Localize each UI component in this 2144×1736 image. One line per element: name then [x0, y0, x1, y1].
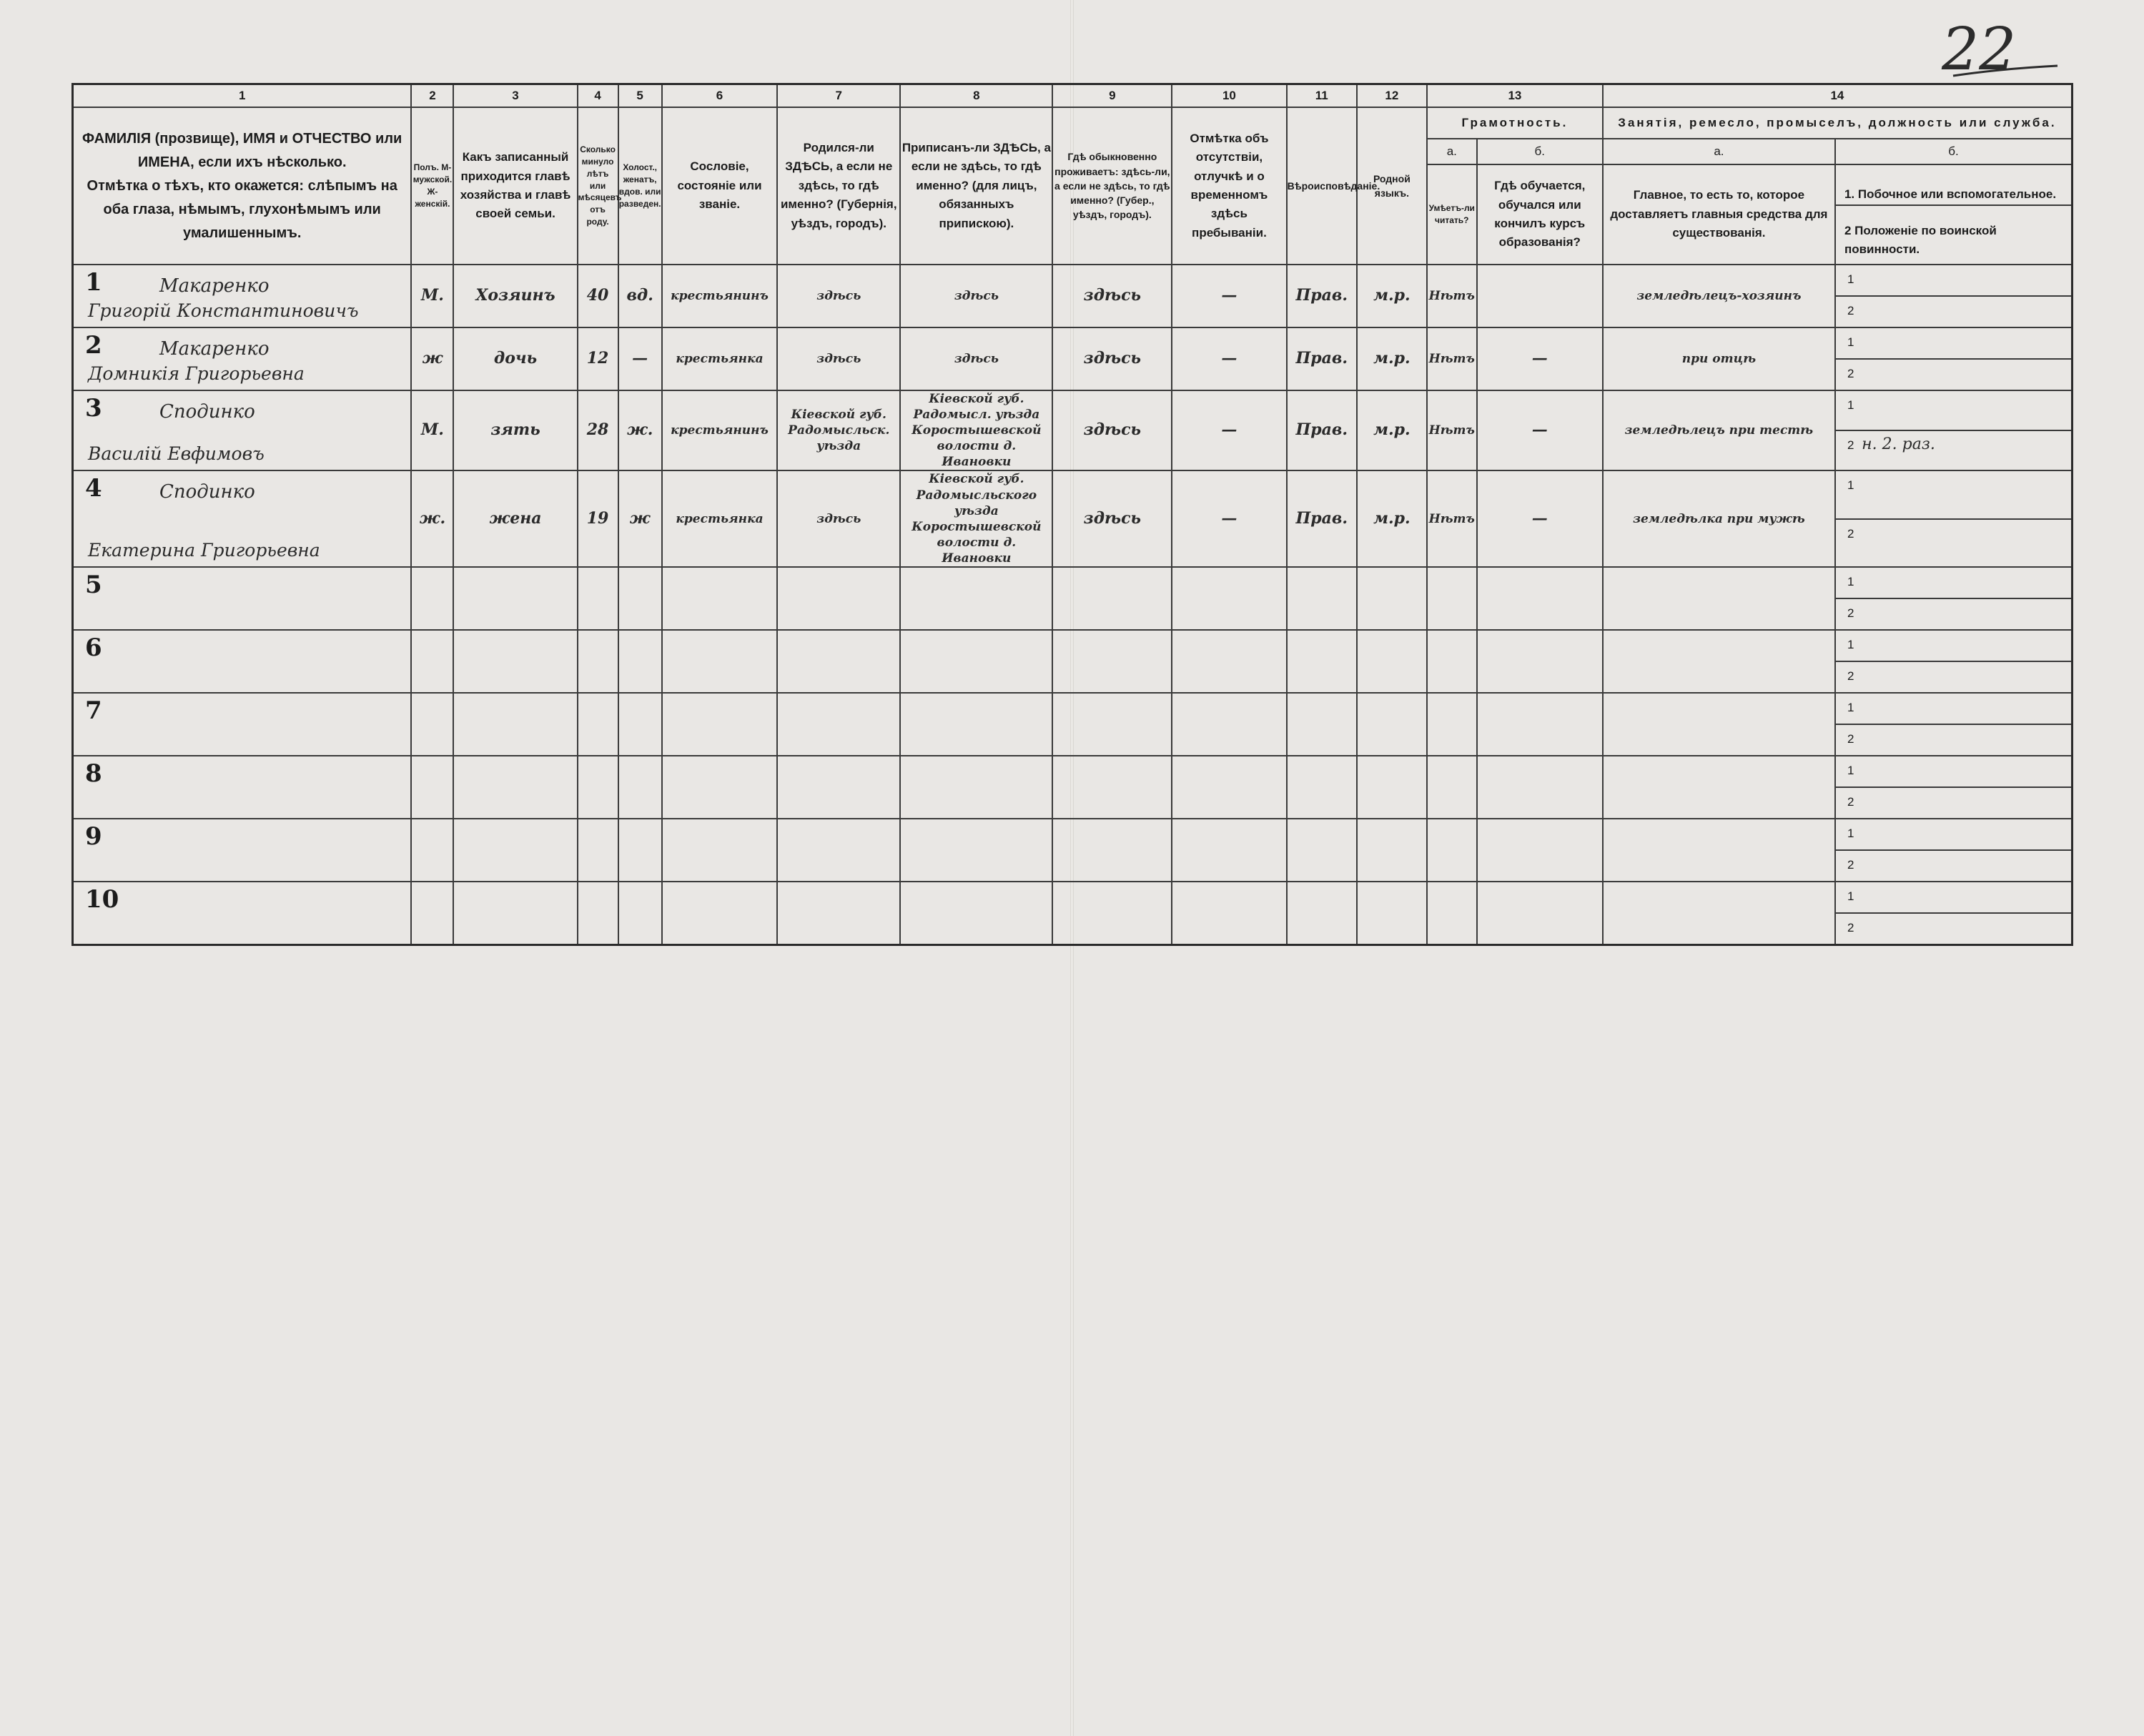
relation-cell: зять: [453, 390, 577, 470]
age-cell: [578, 756, 618, 819]
colnum-11: 11: [1287, 84, 1357, 108]
sideline-index: 1: [1847, 398, 1854, 412]
name-cell: [73, 567, 412, 630]
estate-cell: [662, 630, 777, 693]
sex-cell: М.: [411, 265, 453, 327]
census-table: [71, 83, 2073, 946]
military-value: [1854, 301, 1861, 319]
header-col13: Грамотность.: [1427, 107, 1603, 139]
census-row-3: [73, 390, 2073, 470]
sideline-line: [1836, 328, 2071, 360]
sideline-line: [1836, 391, 2071, 431]
sex-cell: [411, 693, 453, 756]
registered-cell: здѣсь: [900, 327, 1052, 390]
header-col13a-label: а.: [1427, 139, 1477, 164]
surname: Макаренко: [159, 338, 270, 360]
name-cell: [73, 327, 412, 390]
colnum-6: 6: [662, 84, 777, 108]
reads-cell: [1427, 819, 1477, 882]
age-cell: 19: [578, 470, 618, 567]
header-col12: Родной языкъ.: [1357, 107, 1427, 265]
marital-cell: ж.: [618, 390, 662, 470]
military-index: 2: [1847, 526, 1854, 541]
marital-cell: вд.: [618, 265, 662, 327]
census-row-9: [73, 819, 2073, 882]
registered-cell: Кіевской губ. Радомысльского уѣзда Коростышевской волости д. Ивановки: [900, 470, 1052, 567]
page-number-underline: [1952, 64, 2059, 79]
secondary-cell: [1835, 265, 2073, 327]
school-cell: [1477, 882, 1603, 945]
colnum-3: 3: [453, 84, 577, 108]
row-number: 2: [85, 331, 102, 360]
marital-cell: [618, 756, 662, 819]
language-cell: м.р.: [1357, 470, 1427, 567]
sex-cell: [411, 819, 453, 882]
occupation-cell: [1603, 693, 1835, 756]
age-cell: [578, 882, 618, 945]
relation-cell: [453, 819, 577, 882]
occupation-cell: земледѣлка при мужѣ: [1603, 470, 1835, 567]
header-col1: [73, 107, 412, 265]
sideline-index: 1: [1847, 701, 1854, 715]
marital-cell: [618, 567, 662, 630]
occupation-cell: [1603, 756, 1835, 819]
military-index: 2: [1847, 732, 1854, 746]
resides-cell: [1052, 693, 1172, 756]
sideline-line: [1836, 471, 2071, 519]
military-index: 2: [1847, 858, 1854, 872]
military-index: 2: [1847, 921, 1854, 935]
absence-cell: [1172, 567, 1286, 630]
born-cell: [777, 756, 900, 819]
marital-cell: [618, 882, 662, 945]
age-cell: 12: [578, 327, 618, 390]
military-line: [1836, 599, 2071, 629]
census-row-10: [73, 882, 2073, 945]
secondary-cell: [1835, 390, 2073, 470]
relation-cell: [453, 630, 577, 693]
row-number: 3: [85, 394, 102, 423]
military-index: 2: [1847, 606, 1854, 621]
header-col14b-2: 2 Положеніе по воинской повинности.: [1844, 223, 1997, 257]
sex-cell: ж: [411, 327, 453, 390]
religion-cell: [1287, 567, 1357, 630]
religion-cell: [1287, 819, 1357, 882]
language-cell: м.р.: [1357, 390, 1427, 470]
sideline-value: [1854, 887, 1861, 904]
header-col7: Родился-ли ЗДѢСЬ, а если не здѣсь, то гдѣ именно? (Губернія, уѣздъ, городъ).: [777, 107, 900, 265]
reads-cell: [1427, 693, 1477, 756]
census-row-8: [73, 756, 2073, 819]
age-cell: [578, 567, 618, 630]
name-cell: [73, 819, 412, 882]
language-cell: [1357, 630, 1427, 693]
marital-cell: [618, 630, 662, 693]
header-col9: Гдѣ обыкновенно проживаетъ: здѣсь-ли, а если не здѣсь, то гдѣ именно? (Губер., уѣздъ, городъ).: [1052, 107, 1172, 265]
secondary-cell: [1835, 327, 2073, 390]
marital-cell: —: [618, 327, 662, 390]
military-index: 2: [1847, 304, 1854, 317]
school-cell: [1477, 567, 1603, 630]
born-cell: [777, 693, 900, 756]
name-cell: [73, 470, 412, 567]
colnum-13: 13: [1427, 84, 1603, 108]
religion-cell: Прав.: [1287, 265, 1357, 327]
occupation-cell: [1603, 567, 1835, 630]
relation-cell: дочь: [453, 327, 577, 390]
header-col10: Отмѣтка объ отсутствіи, отлучкѣ и о временномъ здѣсь пребываніи.: [1172, 107, 1286, 265]
given-name: Екатерина Григорьевна: [88, 540, 320, 561]
header-col5: Холост., женатъ, вдов. или разведен.: [618, 107, 662, 265]
school-cell: —: [1477, 327, 1603, 390]
sideline-index: 1: [1847, 764, 1854, 778]
resides-cell: здѣсь: [1052, 265, 1172, 327]
school-cell: [1477, 819, 1603, 882]
header-col11: Вѣроисповѣданіе.: [1287, 107, 1357, 265]
school-cell: [1477, 630, 1603, 693]
header-col1-note: Отмѣтка о тѣхъ, кто окажется: слѣпымъ на оба глаза, нѣмымъ, глухонѣмымъ или умалишеннымъ.: [87, 177, 397, 241]
military-line: [1836, 662, 2071, 692]
sex-cell: [411, 567, 453, 630]
colnum-12: 12: [1357, 84, 1427, 108]
colnum-7: 7: [777, 84, 900, 108]
absence-cell: —: [1172, 327, 1286, 390]
born-cell: [777, 882, 900, 945]
sex-cell: [411, 630, 453, 693]
relation-cell: Хозяинъ: [453, 265, 577, 327]
language-cell: м.р.: [1357, 265, 1427, 327]
header-col14b-1: 1. Побочное или вспомогательное.: [1836, 169, 2071, 205]
estate-cell: крестьянка: [662, 470, 777, 567]
colnum-5: 5: [618, 84, 662, 108]
reads-cell: [1427, 630, 1477, 693]
relation-cell: [453, 693, 577, 756]
header-col14a: Главное, то есть то, которое доставляетъ главныя средства для существованія.: [1603, 164, 1835, 265]
row-number: 8: [85, 759, 102, 789]
marital-cell: [618, 819, 662, 882]
estate-cell: [662, 756, 777, 819]
language-cell: [1357, 882, 1427, 945]
name-cell: [73, 693, 412, 756]
sideline-line: [1836, 694, 2071, 725]
given-name: Василій Евфимовъ: [88, 443, 265, 465]
occupation-cell: [1603, 630, 1835, 693]
born-cell: Кіевской губ. Радомысльск. уѣзда: [777, 390, 900, 470]
military-value: [1854, 364, 1861, 382]
secondary-cell: [1835, 819, 2073, 882]
sideline-index: 1: [1847, 638, 1854, 652]
absence-cell: —: [1172, 265, 1286, 327]
sideline-index: 1: [1847, 889, 1854, 904]
sideline-index: 1: [1847, 478, 1854, 493]
census-body: [73, 265, 2073, 945]
registered-cell: [900, 567, 1052, 630]
resides-cell: [1052, 819, 1172, 882]
resides-cell: [1052, 567, 1172, 630]
military-index: 2: [1847, 367, 1854, 380]
age-cell: 28: [578, 390, 618, 470]
header-col14: Занятія, ремесло, промыселъ, должность или служба.: [1603, 107, 2073, 139]
school-cell: —: [1477, 470, 1603, 567]
sex-cell: [411, 882, 453, 945]
header-row-1: [73, 107, 2073, 139]
header-col13b-label: б.: [1477, 139, 1603, 164]
military-value: [1854, 666, 1861, 684]
page-number: 22: [1942, 16, 2017, 84]
military-value: [1854, 729, 1861, 747]
estate-cell: крестьянка: [662, 327, 777, 390]
registered-cell: здѣсь: [900, 265, 1052, 327]
sideline-index: 1: [1847, 272, 1854, 286]
name-cell: [73, 390, 412, 470]
language-cell: [1357, 567, 1427, 630]
sideline-line: [1836, 882, 2071, 914]
census-row-2: [73, 327, 2073, 390]
religion-cell: [1287, 693, 1357, 756]
sideline-value: [1854, 698, 1861, 716]
school-cell: [1477, 693, 1603, 756]
military-index: 2: [1847, 795, 1854, 809]
sex-cell: ж.: [411, 470, 453, 567]
colnum-10: 10: [1172, 84, 1286, 108]
school-cell: [1477, 265, 1603, 327]
absence-cell: [1172, 756, 1286, 819]
colnum-2: 2: [411, 84, 453, 108]
military-line: [1836, 788, 2071, 818]
colnum-9: 9: [1052, 84, 1172, 108]
row-number: 4: [85, 474, 102, 503]
given-name: Домникія Григорьевна: [88, 363, 305, 384]
reads-cell: Нѣтъ: [1427, 265, 1477, 327]
header-col13a: Умѣетъ-ли читать?: [1427, 164, 1477, 265]
sideline-line: [1836, 568, 2071, 599]
secondary-cell: [1835, 882, 2073, 945]
sideline-line: [1836, 756, 2071, 788]
registered-cell: [900, 819, 1052, 882]
estate-cell: крестьянинъ: [662, 390, 777, 470]
estate-cell: [662, 819, 777, 882]
sideline-index: 1: [1847, 827, 1854, 841]
census-row-1: [73, 265, 2073, 327]
header-col4: Сколько минуло лѣтъ или мѣсяцевъ отъ роду.: [578, 107, 618, 265]
military-line: [1836, 520, 2071, 566]
sideline-index: 1: [1847, 575, 1854, 589]
estate-cell: [662, 567, 777, 630]
military-line: [1836, 360, 2071, 390]
sideline-value: [1854, 824, 1861, 842]
military-index: 2: [1847, 438, 1854, 453]
estate-cell: [662, 882, 777, 945]
secondary-cell: [1835, 567, 2073, 630]
age-cell: 40: [578, 265, 618, 327]
header-col6: Сословіе, состояніе или званіе.: [662, 107, 777, 265]
sideline-index: 1: [1847, 335, 1854, 349]
header-col14a-label: а.: [1603, 139, 1835, 164]
reads-cell: [1427, 567, 1477, 630]
row-number: 9: [85, 822, 102, 852]
marital-cell: ж: [618, 470, 662, 567]
colnum-14: 14: [1603, 84, 2073, 108]
relation-cell: жена: [453, 470, 577, 567]
military-value: [1854, 603, 1861, 621]
religion-cell: [1287, 630, 1357, 693]
registered-cell: Кіевской губ. Радомысл. уѣзда Коростышевской волости д. Ивановки: [900, 390, 1052, 470]
secondary-cell: [1835, 756, 2073, 819]
surname: Сподинко: [159, 481, 255, 503]
military-value: [1854, 918, 1861, 936]
military-line: [1836, 914, 2071, 944]
resides-cell: здѣсь: [1052, 390, 1172, 470]
colnum-4: 4: [578, 84, 618, 108]
secondary-cell: [1835, 693, 2073, 756]
column-number-row: [73, 84, 2073, 108]
name-cell: [73, 756, 412, 819]
census-row-5: [73, 567, 2073, 630]
language-cell: [1357, 819, 1427, 882]
census-row-6: [73, 630, 2073, 693]
sideline-value: [1854, 332, 1861, 350]
resides-cell: [1052, 756, 1172, 819]
military-value: [1854, 524, 1861, 542]
religion-cell: Прав.: [1287, 390, 1357, 470]
sex-cell: [411, 756, 453, 819]
registered-cell: [900, 693, 1052, 756]
sideline-value: [1854, 395, 1861, 413]
colnum-8: 8: [900, 84, 1052, 108]
age-cell: [578, 819, 618, 882]
absence-cell: [1172, 882, 1286, 945]
name-cell: [73, 265, 412, 327]
registered-cell: [900, 882, 1052, 945]
religion-cell: Прав.: [1287, 327, 1357, 390]
header-col1-title: ФАМИЛІЯ (прозвище), ИМЯ и ОТЧЕСТВО или ИМЕНА, если ихъ нѣсколько.: [82, 130, 402, 170]
military-line: [1836, 297, 2071, 327]
sideline-value: [1854, 761, 1861, 779]
born-cell: здѣсь: [777, 470, 900, 567]
name-cell: [73, 882, 412, 945]
reads-cell: Нѣтъ: [1427, 390, 1477, 470]
header-col14b: [1835, 164, 2073, 265]
military-value: [1854, 855, 1861, 873]
row-number: 5: [85, 571, 102, 600]
born-cell: [777, 630, 900, 693]
given-name: Григорій Константиновичъ: [88, 300, 359, 321]
sideline-line: [1836, 819, 2071, 851]
sideline-line: [1836, 631, 2071, 662]
relation-cell: [453, 882, 577, 945]
military-line: [1836, 725, 2071, 755]
header-col13b: Гдѣ обучается, обучался или кончилъ курсъ образованія?: [1477, 164, 1603, 265]
resides-cell: здѣсь: [1052, 327, 1172, 390]
sideline-value: [1854, 270, 1861, 287]
row-number: 10: [85, 885, 119, 914]
absence-cell: —: [1172, 390, 1286, 470]
language-cell: [1357, 756, 1427, 819]
relation-cell: [453, 756, 577, 819]
reads-cell: Нѣтъ: [1427, 327, 1477, 390]
header-col8: Приписанъ-ли ЗДѢСЬ, а если не здѣсь, то гдѣ именно? (для лицъ, обязанныхъ припискою).: [900, 107, 1052, 265]
relation-cell: [453, 567, 577, 630]
secondary-cell: [1835, 630, 2073, 693]
registered-cell: [900, 630, 1052, 693]
census-row-4: [73, 470, 2073, 567]
header-col3: Какъ записанный приходится главѣ хозяйства и главѣ своей семьи.: [453, 107, 577, 265]
born-cell: [777, 819, 900, 882]
reads-cell: [1427, 882, 1477, 945]
estate-cell: крестьянинъ: [662, 265, 777, 327]
row-number: 7: [85, 696, 102, 726]
religion-cell: [1287, 882, 1357, 945]
occupation-cell: при отцѣ: [1603, 327, 1835, 390]
surname: Сподинко: [159, 401, 255, 423]
military-index: 2: [1847, 669, 1854, 684]
reads-cell: Нѣтъ: [1427, 470, 1477, 567]
military-line: [1836, 431, 2071, 470]
occupation-cell: земледѣлецъ при тестѣ: [1603, 390, 1835, 470]
absence-cell: —: [1172, 470, 1286, 567]
absence-cell: [1172, 630, 1286, 693]
name-cell: [73, 630, 412, 693]
born-cell: здѣсь: [777, 265, 900, 327]
header-col2: Полъ. М-мужской. Ж-женскій.: [411, 107, 453, 265]
census-row-7: [73, 693, 2073, 756]
school-cell: —: [1477, 390, 1603, 470]
sideline-value: [1854, 572, 1861, 590]
language-cell: [1357, 693, 1427, 756]
military-line: [1836, 851, 2071, 881]
secondary-cell: [1835, 470, 2073, 567]
colnum-1: 1: [73, 84, 412, 108]
row-number: 1: [85, 268, 102, 297]
header-col14b-label: б.: [1835, 139, 2073, 164]
occupation-cell: [1603, 819, 1835, 882]
surname: Макаренко: [159, 275, 270, 297]
language-cell: м.р.: [1357, 327, 1427, 390]
marital-cell: [618, 693, 662, 756]
estate-cell: [662, 693, 777, 756]
born-cell: [777, 567, 900, 630]
born-cell: здѣсь: [777, 327, 900, 390]
occupation-cell: земледѣлецъ-хозяинъ: [1603, 265, 1835, 327]
resides-cell: [1052, 882, 1172, 945]
occupation-cell: [1603, 882, 1835, 945]
military-value: [1854, 792, 1861, 810]
registered-cell: [900, 756, 1052, 819]
resides-cell: [1052, 630, 1172, 693]
sideline-value: [1854, 475, 1861, 493]
age-cell: [578, 630, 618, 693]
absence-cell: [1172, 819, 1286, 882]
reads-cell: [1427, 756, 1477, 819]
sideline-value: [1854, 635, 1861, 653]
military-value: н. 2. раз.: [1862, 435, 1935, 454]
religion-cell: [1287, 756, 1357, 819]
school-cell: [1477, 756, 1603, 819]
absence-cell: [1172, 693, 1286, 756]
resides-cell: здѣсь: [1052, 470, 1172, 567]
sex-cell: М.: [411, 390, 453, 470]
religion-cell: Прав.: [1287, 470, 1357, 567]
sideline-line: [1836, 265, 2071, 297]
age-cell: [578, 693, 618, 756]
row-number: 6: [85, 633, 102, 663]
